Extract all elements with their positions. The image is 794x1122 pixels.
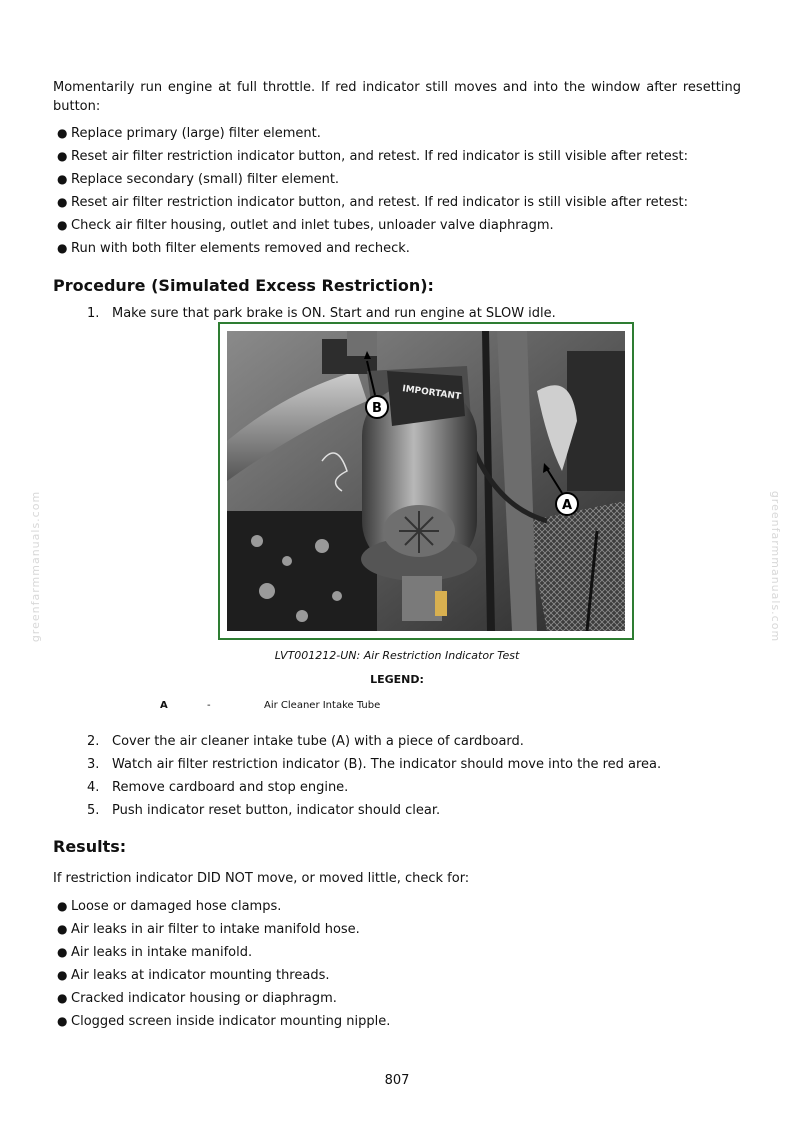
figure-caption: LVT001212-UN: Air Restriction Indicator Test [274,649,520,662]
list-item [53,214,741,237]
bullet-icon: ● [57,218,68,232]
step-number: 4. [87,780,100,795]
step-item [87,730,727,753]
list-item [53,168,741,191]
bullet-icon: ● [57,149,68,163]
bullet-icon: ● [57,968,68,982]
step-text: Cover the air cleaner intake tube (A) with a piece of cardboard. [112,734,524,749]
list-item [53,237,741,260]
list-item-text: Cracked indicator housing or diaphragm. [71,991,337,1006]
step-text: Push indicator reset button, indicator should clear. [112,803,441,818]
check-list [53,122,741,260]
bullet-icon: ● [57,945,68,959]
watermark-left: greenfarmmanuals.com [29,490,43,643]
list-item [53,191,741,214]
list-item-text: Replace secondary (small) filter element. [71,172,340,187]
watermark-right: greenfarmmanuals.com [769,490,783,643]
step-number: 3. [87,757,100,772]
list-item [53,918,741,941]
legend-key: A [160,700,168,711]
procedure-steps [87,730,727,822]
step-text: Make sure that park brake is ON. Start and run engine at SLOW idle. [112,306,556,321]
procedure-heading: Procedure (Simulated Excess Restriction): [53,276,434,295]
page-number: 807 [384,1073,410,1088]
callout-a-label: A [561,498,573,513]
list-item-text: Air leaks in intake manifold. [71,945,253,960]
step-text: Remove cardboard and stop engine. [112,780,349,795]
list-item-text: Clogged screen inside indicator mounting nipple. [71,1014,391,1029]
list-item-text: Reset air filter restriction indicator button, and retest. If red indicator is still visible after retest: [71,195,688,210]
bullet-icon: ● [57,126,68,140]
step-text: Watch air filter restriction indicator (B). The indicator should move into the red area. [112,757,662,772]
legend-title: LEGEND: [370,673,424,686]
engine-photo-illustration [227,331,625,631]
legend-separator: - [207,700,211,711]
results-heading: Results: [53,837,127,856]
list-item-text: Loose or damaged hose clamps. [71,899,282,914]
list-item-text: Run with both filter elements removed and recheck. [71,241,410,256]
step-number: 2. [87,734,100,749]
results-list [53,895,741,1033]
list-item [53,964,741,987]
step-item [87,776,727,799]
bullet-icon: ● [57,241,68,255]
list-item [53,145,741,168]
list-item [53,987,741,1010]
bullet-icon: ● [57,899,68,913]
decal-label: IMPORTANT [401,384,462,403]
results-intro: If restriction indicator DID NOT move, or moved little, check for: [53,871,470,886]
list-item-text: Replace primary (large) filter element. [71,126,321,141]
list-item-text: Reset air filter restriction indicator button, and retest. If red indicator is still visible after retest: [71,149,688,164]
callout-b-label: B [372,401,382,416]
bullet-icon: ● [57,1014,68,1028]
step-item [87,799,727,822]
figure-air-restriction-photo [218,322,634,640]
list-item-text: Air leaks at indicator mounting threads. [71,968,330,983]
intro-paragraph: Momentarily run engine at full throttle. If red indicator still moves and into the window after resetting button: [53,80,741,114]
bullet-icon: ● [57,195,68,209]
step-number: 5. [87,803,100,818]
bullet-icon: ● [57,991,68,1005]
list-item-text: Air leaks in air filter to intake manifold hose. [71,922,360,937]
list-item [53,122,741,145]
bullet-icon: ● [57,922,68,936]
list-item [53,941,741,964]
legend-description: Air Cleaner Intake Tube [264,700,381,711]
step-item [87,753,727,776]
list-item [53,895,741,918]
bullet-icon: ● [57,172,68,186]
list-item-text: Check air filter housing, outlet and inlet tubes, unloader valve diaphragm. [71,218,554,233]
list-item [53,1010,741,1033]
step-number: 1. [87,306,100,321]
